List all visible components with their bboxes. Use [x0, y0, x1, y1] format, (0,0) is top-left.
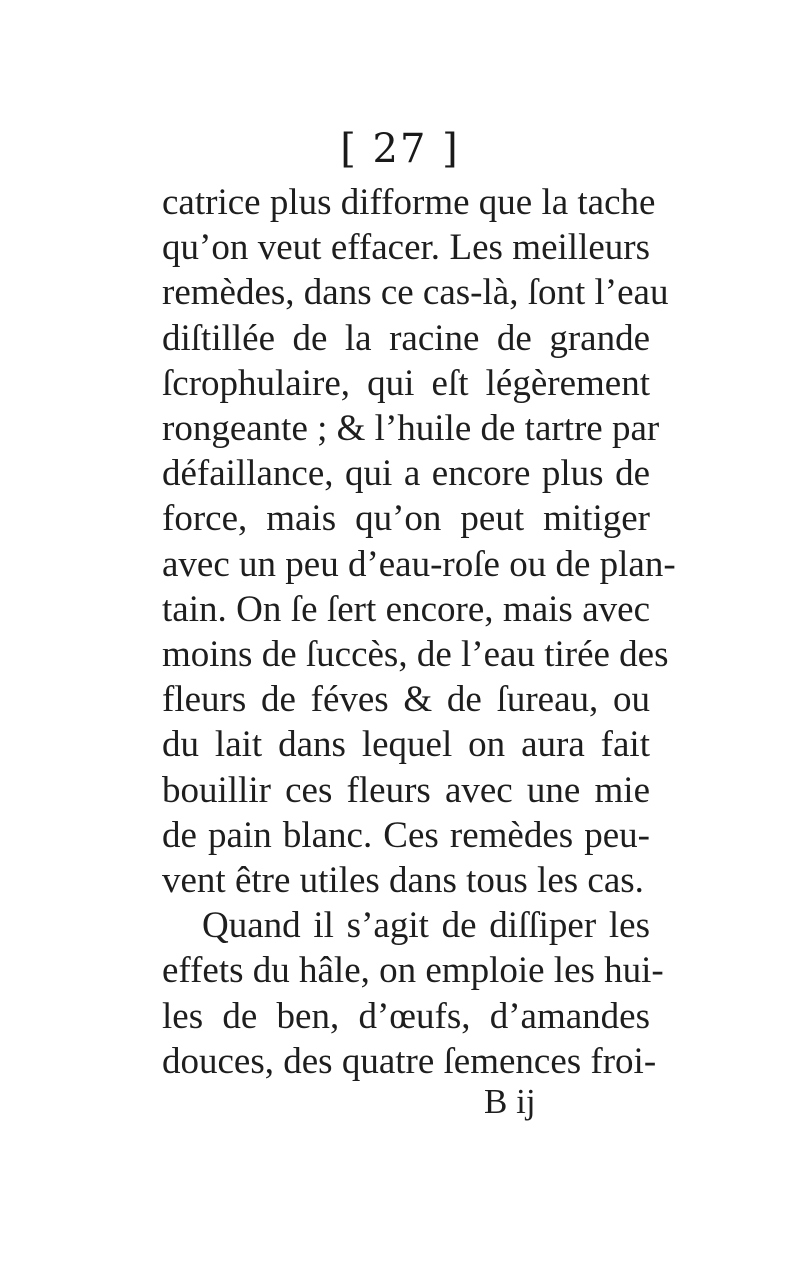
body-text: [162, 180, 676, 1084]
text-line: du lait dans lequel on aura fait: [162, 724, 650, 766]
text-line: défaillance, qui a encore plus de: [162, 453, 650, 495]
text-line: tain. On ſe ſert encore, mais avec: [162, 588, 650, 630]
text-line: de pain blanc. Ces remèdes peu-: [162, 814, 650, 856]
signature-mark: B ij: [484, 1082, 536, 1121]
text-line: qu’on veut effacer. Les meilleurs: [162, 227, 650, 269]
text-line: catrice plus difforme que la tache: [162, 182, 656, 223]
text-line: diſtillée de la racine de grande: [162, 317, 650, 359]
page-number: [ 27 ]: [340, 126, 460, 172]
text-line: force, mais qu’on peut mitiger: [162, 498, 650, 540]
text-line: rongeante ; & l’huile de tartre par: [162, 408, 660, 450]
text-line: ſcrophulaire, qui eſt légèrement: [162, 362, 650, 404]
text-line: fleurs de féves & de ſureau, ou: [162, 679, 650, 721]
text-line: vent être utiles dans tous les cas.: [162, 860, 644, 902]
text-line: remèdes, dans ce cas-là, ſont l’eau: [162, 272, 669, 314]
text-line: moins de ſuccès, de l’eau tirée des: [162, 634, 669, 676]
text-line: les de ben, d’œufs, d’amandes: [162, 995, 650, 1037]
text-line: Quand il s’agit de diſſiper les: [202, 905, 650, 947]
text-line: effets du hâle, on emploie les hui-: [162, 950, 664, 992]
text-line: douces, des quatre ſemences froi-: [162, 1040, 657, 1082]
text-line: avec un peu d’eau-roſe ou de plan-: [162, 543, 676, 585]
text-line: bouillir ces fleurs avec une mie: [162, 769, 650, 811]
